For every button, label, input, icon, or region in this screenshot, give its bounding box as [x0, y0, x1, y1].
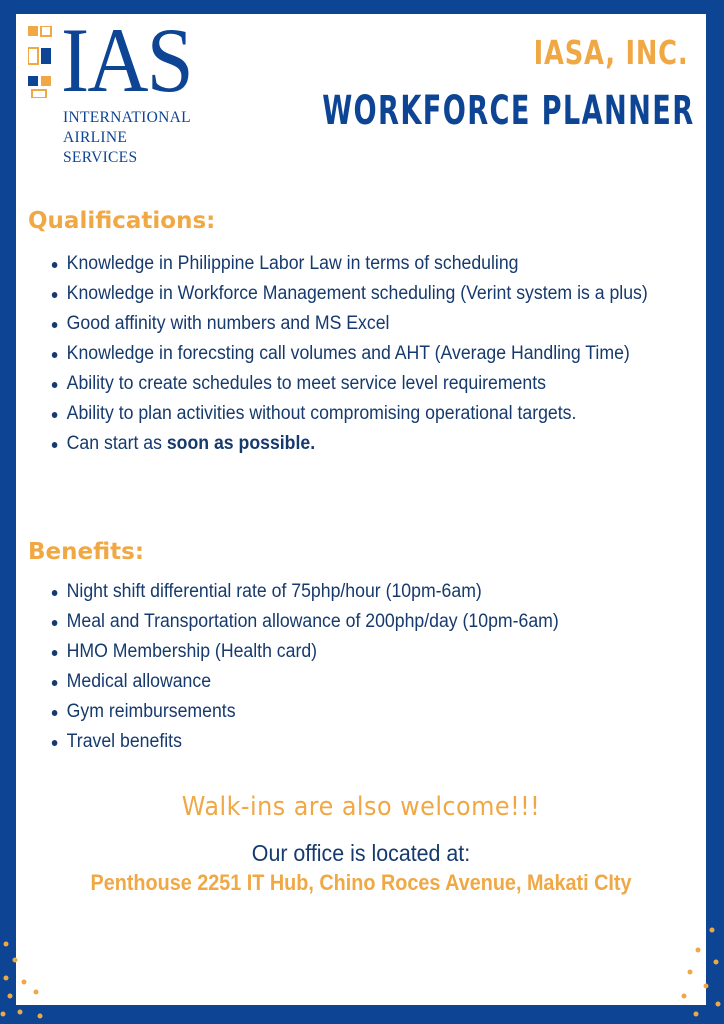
- start-emphasis: soon as possible.: [166, 433, 316, 454]
- office-label: Our office is located at:: [251, 840, 471, 866]
- company-name: IASA, INC.: [533, 33, 688, 72]
- list-item: Night shift differential rate of 75php/hour (10pm-6am): [49, 577, 699, 607]
- list-item: HMO Membership (Health card): [49, 637, 699, 667]
- qualifications-heading: Qualifications:: [28, 208, 216, 234]
- list-item: Good affinity with numbers and MS Excel: [49, 309, 699, 339]
- list-item: Medical allowance: [49, 667, 699, 697]
- walkins-note: Walk-ins are also welcome!!!: [181, 792, 541, 822]
- list-item: Knowledge in Workforce Management scheduling (Verint system is a plus): [49, 279, 662, 309]
- list-item: Knowledge in Philippine Labor Law in terms of scheduling: [49, 249, 699, 279]
- benefits-list: [49, 577, 694, 757]
- office-address: Penthouse 2251 IT Hub, Chino Roces Avenue, Makati CIty: [90, 870, 632, 895]
- start-text: Can start as: [66, 433, 167, 454]
- logo-line-1: INTERNATIONAL: [63, 109, 191, 126]
- logo-line-3: SERVICES: [63, 149, 138, 166]
- list-item: Travel benefits: [49, 727, 699, 757]
- poster-panel: [16, 9, 706, 1005]
- logo-subtitle: [63, 108, 191, 168]
- list-item: [49, 429, 699, 459]
- list-item: Meal and Transportation allowance of 200php/day (10pm-6am): [49, 607, 699, 637]
- job-title: WORKFORCE PLANNER: [321, 88, 694, 134]
- qualifications-list: [49, 249, 694, 459]
- list-item: Ability to create schedules to meet service level requirements: [49, 369, 699, 399]
- list-item: Ability to plan activities without compromising operational targets.: [49, 399, 699, 429]
- list-item: Gym reimbursements: [49, 697, 699, 727]
- logo-line-2: AIRLINE: [63, 129, 128, 146]
- list-item: Knowledge in forecsting call volumes and AHT (Average Handling Time): [49, 339, 662, 369]
- logo-wordmark: IAS: [61, 9, 192, 111]
- benefits-heading: Benefits:: [28, 539, 145, 565]
- logo-mark-icon: [28, 26, 54, 98]
